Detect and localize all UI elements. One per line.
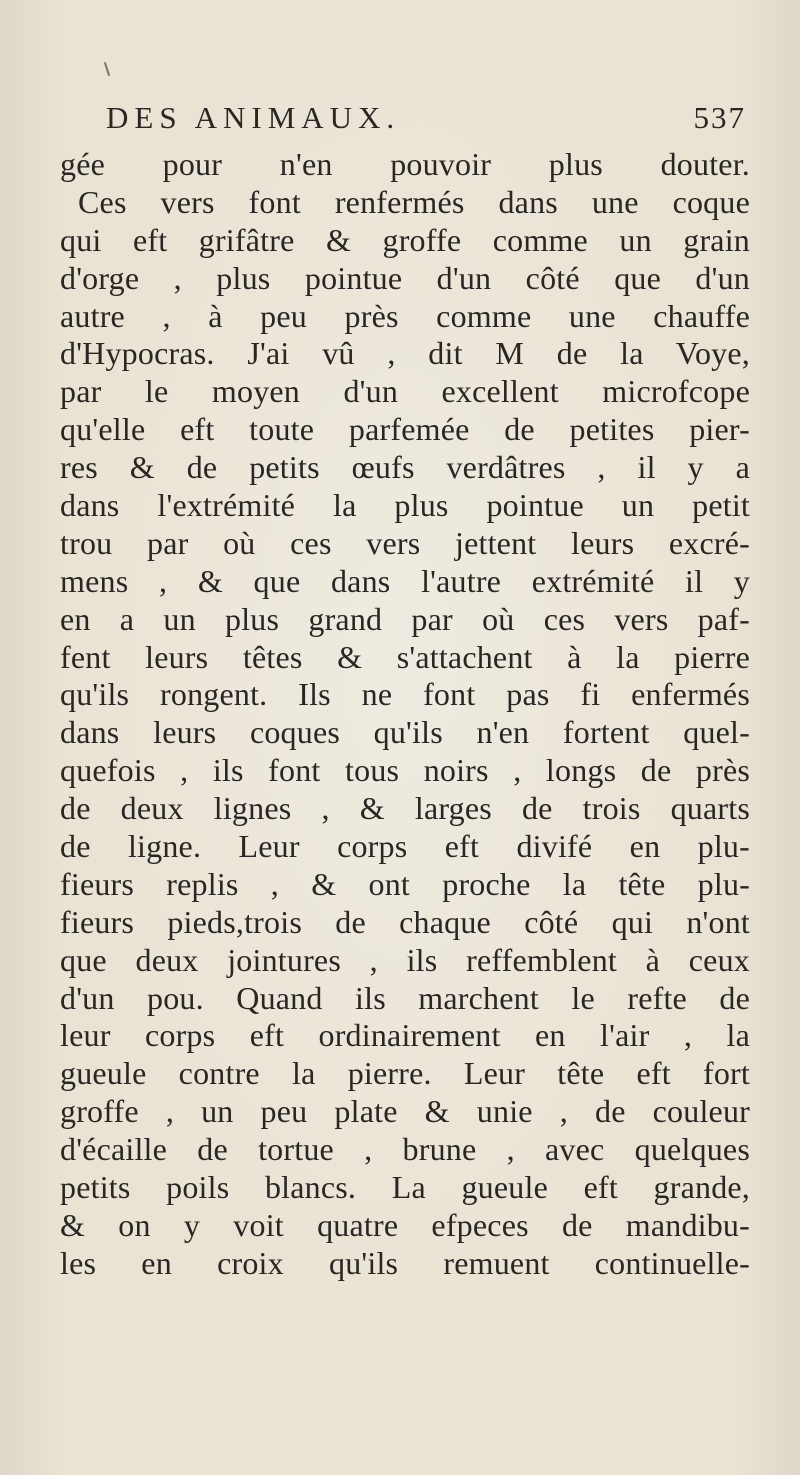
body-text [60, 146, 750, 1283]
text-line: d'un pou. Quand ils marchent le refte de [60, 979, 750, 1016]
text-line: groffe , un peu plate & unie , de couleur [60, 1093, 750, 1130]
text-line: qui eft grifâtre & groffe comme un grain [60, 221, 750, 258]
text-line: qu'ils rongent. Ils ne font pas fi enfermés [60, 676, 750, 713]
margin-mark [104, 62, 110, 76]
text-line: petits poils blancs. La gueule eft grande, [60, 1169, 750, 1206]
text-line: leur corps eft ordinairement en l'air , la [60, 1017, 750, 1054]
running-head: DES ANIMAUX. [106, 100, 401, 135]
page-number: 537 [693, 100, 746, 135]
text-line: les en croix qu'ils remuent continuelle- [60, 1244, 750, 1281]
text-line: d'orge , plus pointue d'un côté que d'un [60, 259, 750, 296]
text-line: fieurs replis , & ont proche la tête plu- [60, 865, 750, 902]
text-line: d'écaille de tortue , brune , avec quelques [60, 1131, 750, 1168]
text-line: d'Hypocras. J'ai vû , dit M de la Voye, [60, 335, 750, 372]
text-line: en a un plus grand par où ces vers paf- [60, 600, 750, 637]
text-line: fieurs pieds,trois de chaque côté qui n'ont [60, 903, 750, 940]
text-line: par le moyen d'un excellent microfcope [60, 373, 750, 410]
text-line: & on y voit quatre efpeces de mandibu- [60, 1206, 750, 1243]
text-line: mens , & que dans l'autre extrémité il y [60, 562, 750, 599]
text-line: dans leurs coques qu'ils n'en fortent quel- [60, 714, 750, 751]
text-line: qu'elle eft toute parfemée de petites pier- [60, 411, 750, 448]
text-line: gée pour n'en pouvoir plus douter. [60, 146, 750, 182]
text-line: Ces vers font renfermés dans une coque [78, 183, 750, 220]
text-line: autre , à peu près comme une chauffe [60, 297, 750, 334]
text-line: res & de petits œufs verdâtres , il y a [60, 449, 750, 486]
text-line: de ligne. Leur corps eft divifé en plu- [60, 828, 750, 865]
text-line: gueule contre la pierre. Leur tête eft fort [60, 1055, 750, 1092]
text-line: trou par où ces vers jettent leurs excré- [60, 524, 750, 561]
page-header [66, 100, 746, 140]
text-line: fent leurs têtes & s'attachent à la pierre [60, 638, 750, 675]
text-line: de deux lignes , & larges de trois quarts [60, 790, 750, 827]
text-line: que deux jointures , ils reffemblent à ceux [60, 941, 750, 978]
text-line: quefois , ils font tous noirs , longs de près [60, 752, 750, 789]
text-line: dans l'extrémité la plus pointue un petit [60, 487, 750, 524]
